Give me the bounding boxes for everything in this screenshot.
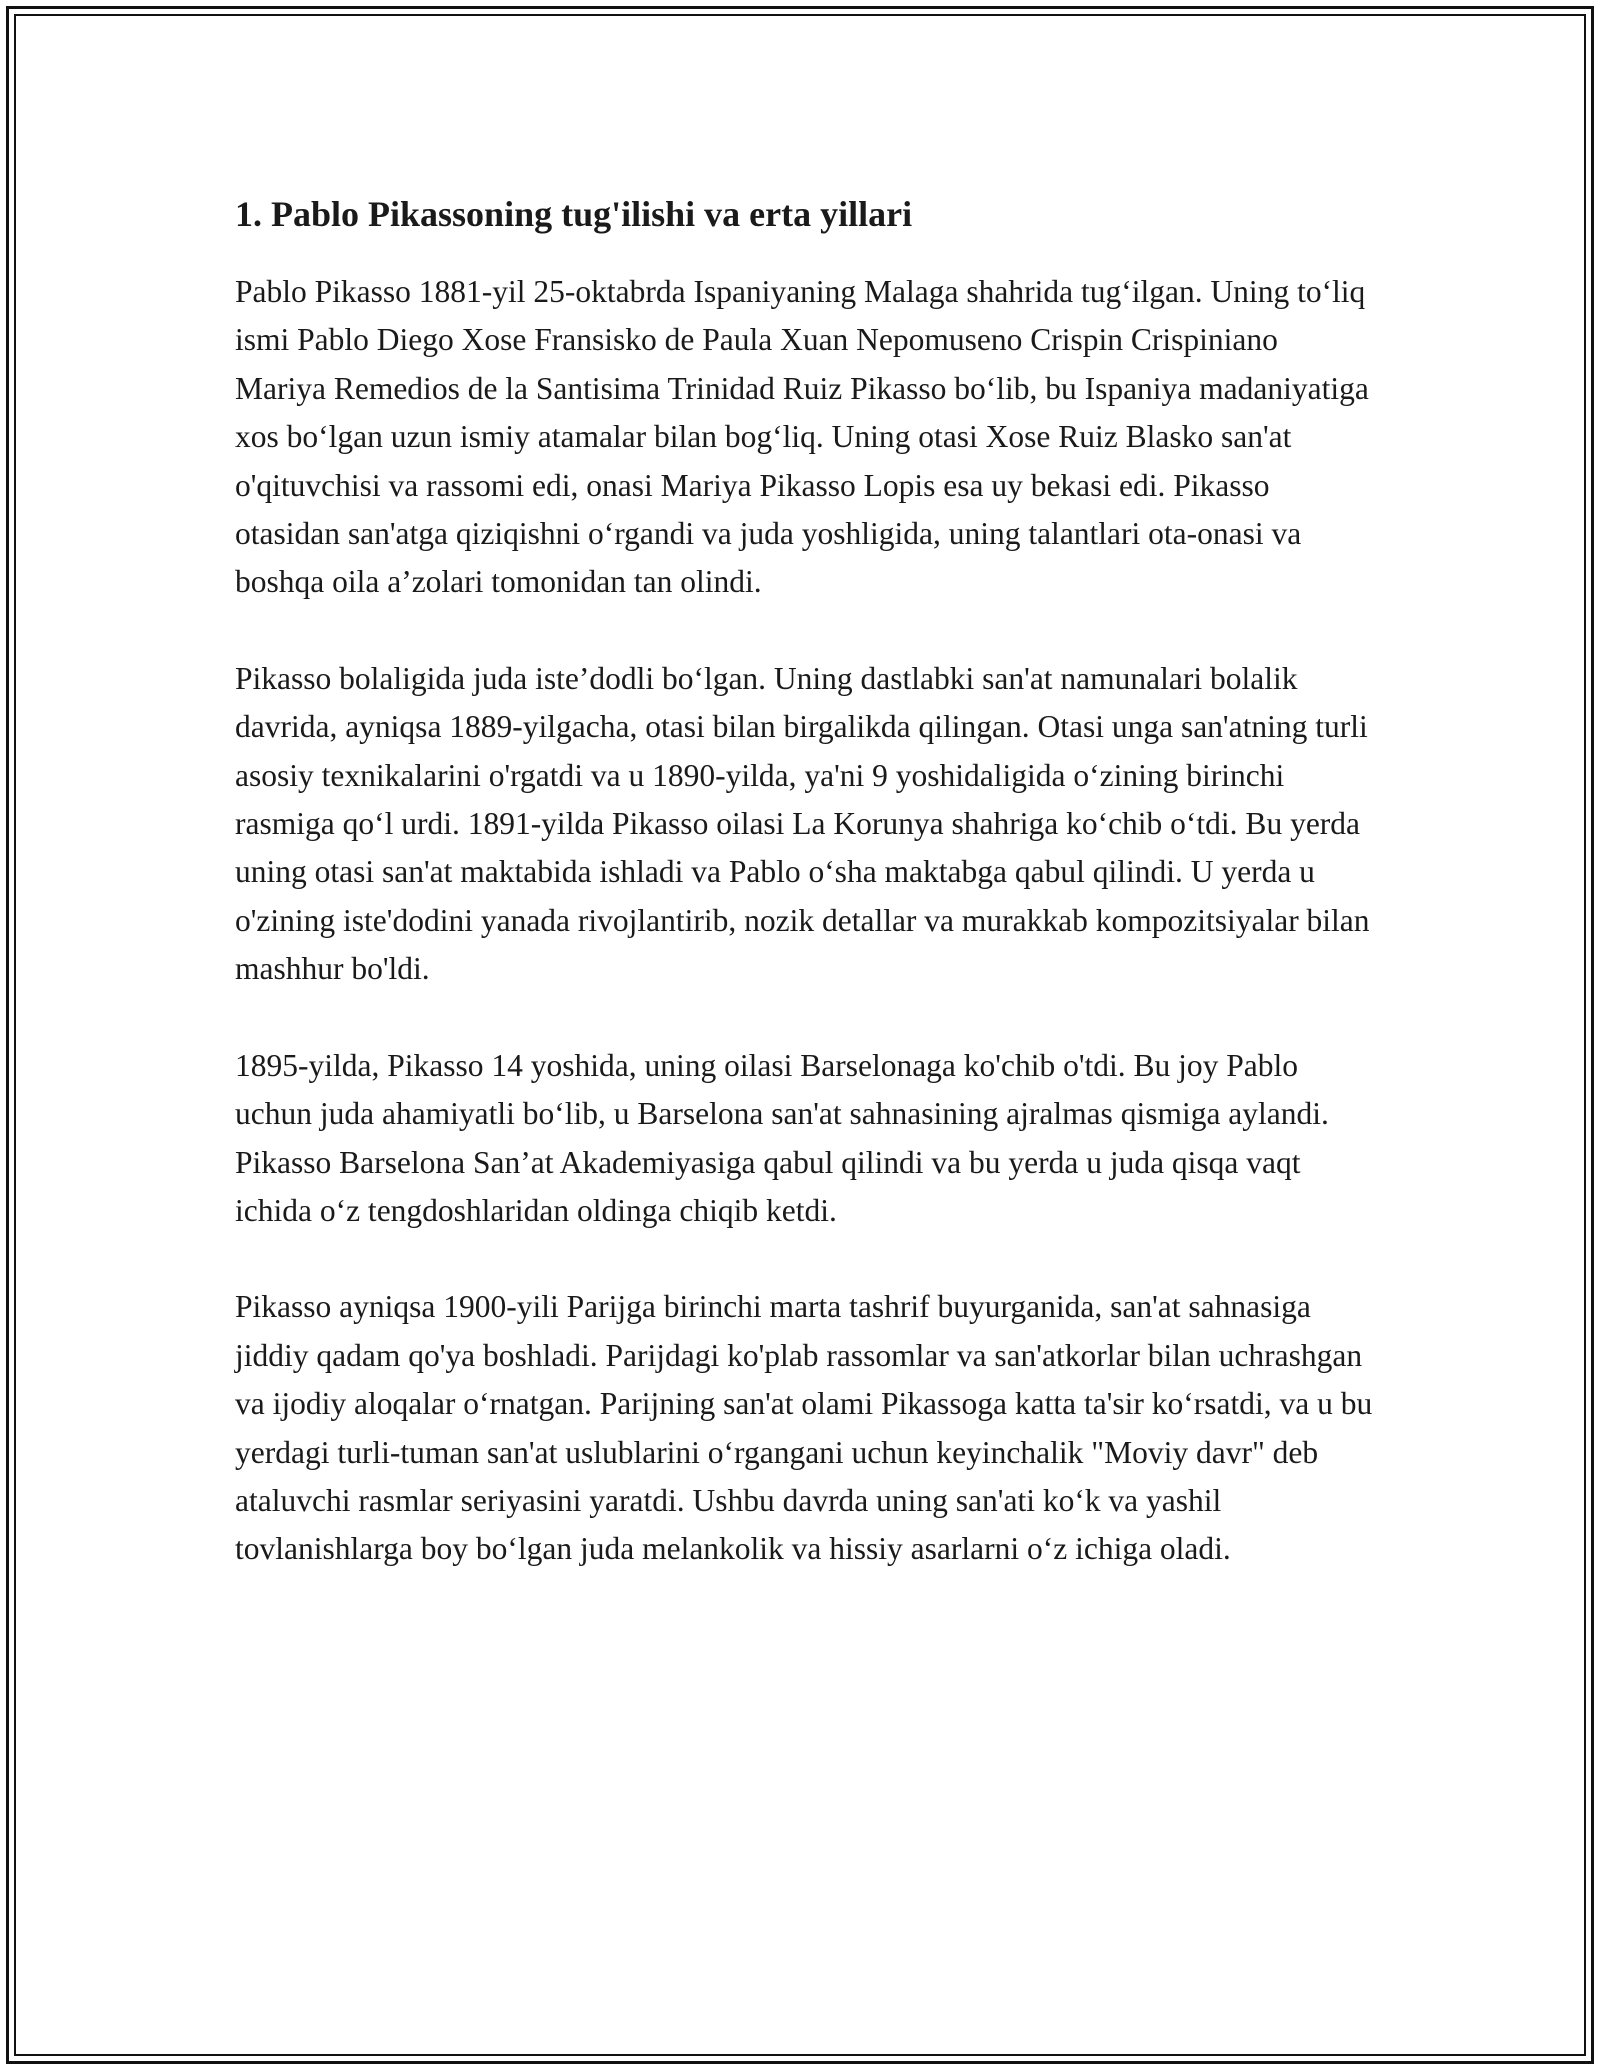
section-heading: 1. Pablo Pikassoning tug'ilishi va erta yillari — [235, 194, 913, 234]
paragraph-birth: Pablo Pikasso 1881-yil 25-oktabrda Ispaniyaning Malaga shahrida tug‘ilgan. Uning to‘liq ismi Pablo Diego Xose Fransisko de Paula Xuan Nepomuseno Crispin Crispiniano Mariya Remedios de la Santisima Trinidad Ruiz Pikasso bo‘lib, bu Ispaniya madaniyatiga xos bo‘lgan uzun ismiy atamalar bilan bog‘liq. Uning otasi Xose Ruiz Blasko san'at o'qituvchisi va rassomi edi, onasi Mariya Pikasso Lopis esa uy bekasi edi. Pikasso otasidan san'atga qiziqishni o‘rgandi va juda yoshligida, uning talantlari ota-onasi va boshqa oila a’zolari tomonidan tan olindi. — [235, 274, 1369, 600]
paragraph-childhood: Pikasso bolaligida juda iste’dodli bo‘lgan. Uning dastlabki san'at namunalari bolalik davrida, ayniqsa 1889-yilgacha, otasi bilan birgalikda qilingan. Otasi unga san'atning turli asosiy texnikalarini o'rgatdi va u 1890-yilda, ya'ni 9 yoshidaligida o‘zining birinchi rasmiga qo‘l urdi. 1891-yilda Pikasso oilasi La Korunya shahriga ko‘chib o‘tdi. Bu yerda uning otasi san'at maktabida ishladi va Pablo o‘sha maktabga qabul qilindi. U yerda u o'zining iste'dodini yanada rivojlantirib, nozik detallar va murakkab kompozitsiyalar bilan mashhur bo'ldi. — [235, 660, 1370, 987]
paragraph-paris: Pikasso ayniqsa 1900-yili Parijga birinchi marta tashrif buyurganida, san'at sahnasiga jiddiy qadam qo'ya boshladi. Parijdagi ko'plab rassomlar va san'atkorlar bilan uchrashgan va ijodiy aloqalar o‘rnatgan. Parijning san'at olami Pikassoga katta ta'sir ko‘rsatdi, va u bu yerdagi turli-tuman san'at uslublarini o‘rgangani uchun keyinchalik "Moviy davr" deb ataluvchi rasmlar seriyasini yaratdi. Ushbu davrda uning san'ati ko‘k va yashil tovlanishlarga boy bo‘lgan juda melankolik va hissiy asarlarni o‘z ichiga oladi. — [235, 1289, 1373, 1567]
paragraph-barcelona: 1895-yilda, Pikasso 14 yoshida, uning oilasi Barselonaga ko'chib o'tdi. Bu joy Pablo uchun juda ahamiyatli bo‘lib, u Barselona san'at sahnasining ajralmas qismiga aylandi. Pikasso Barselona San’at Akademiyasiga qabul qilindi va bu yerda u juda qisqa vaqt ichida o‘z tengdoshlaridan oldinga chiqib ketdi. — [235, 1047, 1329, 1228]
document-body — [235, 186, 1375, 1622]
